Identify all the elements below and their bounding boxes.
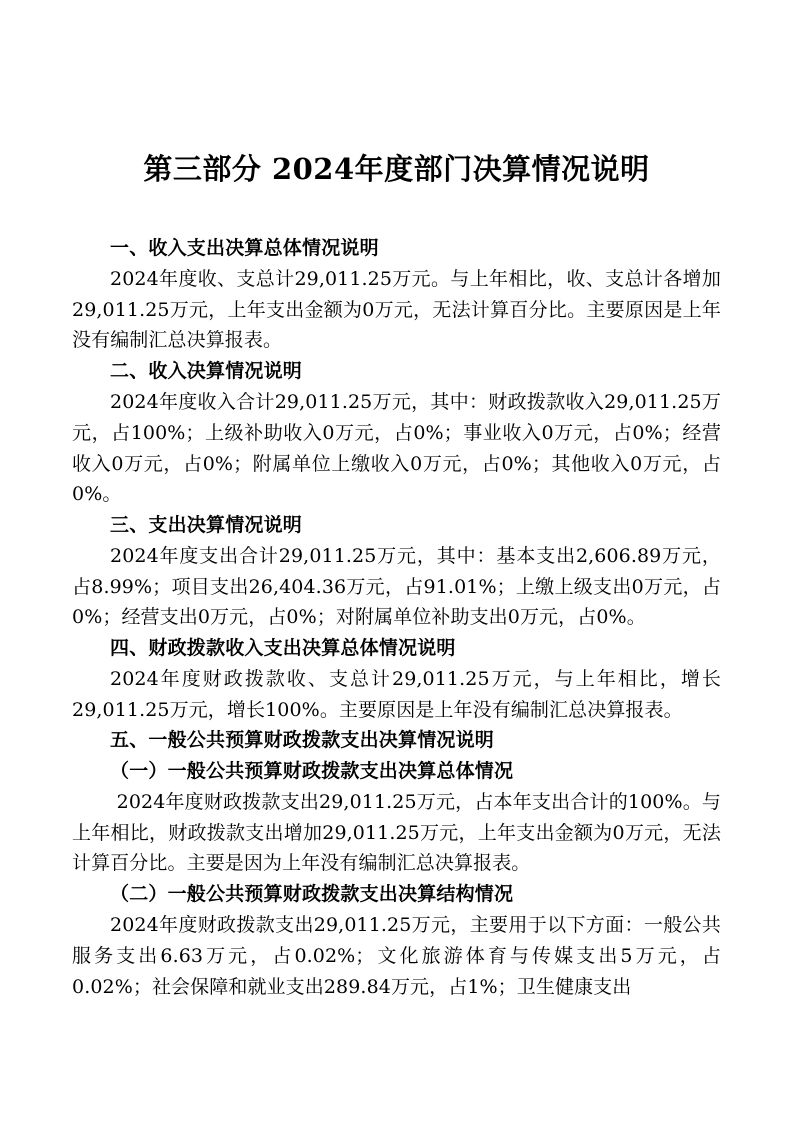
document-body (72, 233, 721, 1002)
paragraph-2: 2024年度收入合计29,011.25万元，其中：财政拨款收入29,011.25万元，占100%；上级补助收入0万元，占0%；事业收入0万元，占0%；经营收入0万元，占0%；附属单位上缴收入0万元，占0%；其他收入0万元，占0%。 (72, 390, 721, 506)
section-heading-1: 一、收入支出决算总体情况说明 (110, 237, 379, 260)
paragraph-4: 2024年度财政拨款收、支总计29,011.25万元，与上年相比，增长29,011.25万元，增长100%。主要原因是上年没有编制汇总决算报表。 (72, 667, 721, 721)
paragraph-1: 2024年度收、支总计29,011.25万元。与上年相比，收、支总计各增加29,011.25万元，上年支出金额为0万元，无法计算百分比。主要原因是上年没有编制汇总决算报表。 (72, 267, 721, 352)
paragraph-3: 2024年度支出合计29,011.25万元，其中：基本支出2,606.89万元，占8.99%；项目支出26,404.36万元，占91.01%；上缴上级支出0万元，占0%；经营支出0万元，占0%；对附属单位补助支出0万元，占0%。 (72, 544, 721, 629)
page-title: 第三部分 2024年度部门决算情况说明 (143, 152, 650, 186)
paragraph-6: 2024年度财政拨款支出29,011.25万元，主要用于以下方面：一般公共服务支出6.63万元，占0.02%；文化旅游体育与传媒支出5万元，占0.02%；社会保障和就业支出289.84万元，占1%；卫生健康支出 (72, 913, 721, 998)
subsection-heading-5-1: （一）一般公共预算财政拨款支出决算总体情况 (110, 760, 514, 783)
section-heading-2: 二、收入决算情况说明 (110, 360, 303, 383)
section-heading-3: 三、支出决算情况说明 (110, 514, 303, 537)
section-heading-4: 四、财政拨款收入支出决算总体情况说明 (110, 637, 456, 660)
paragraph-5: 2024年度财政拨款支出29,011.25万元，占本年支出合计的100%。与上年相比，财政拨款支出增加29,011.25万元，上年支出金额为0万元，无法计算百分比。主要是因为上年没有编制汇总决算报表。 (72, 790, 721, 875)
section-heading-5: 五、一般公共预算财政拨款支出决算情况说明 (110, 729, 495, 752)
subsection-heading-5-2: （二）一般公共预算财政拨款支出决算结构情况 (110, 883, 514, 906)
